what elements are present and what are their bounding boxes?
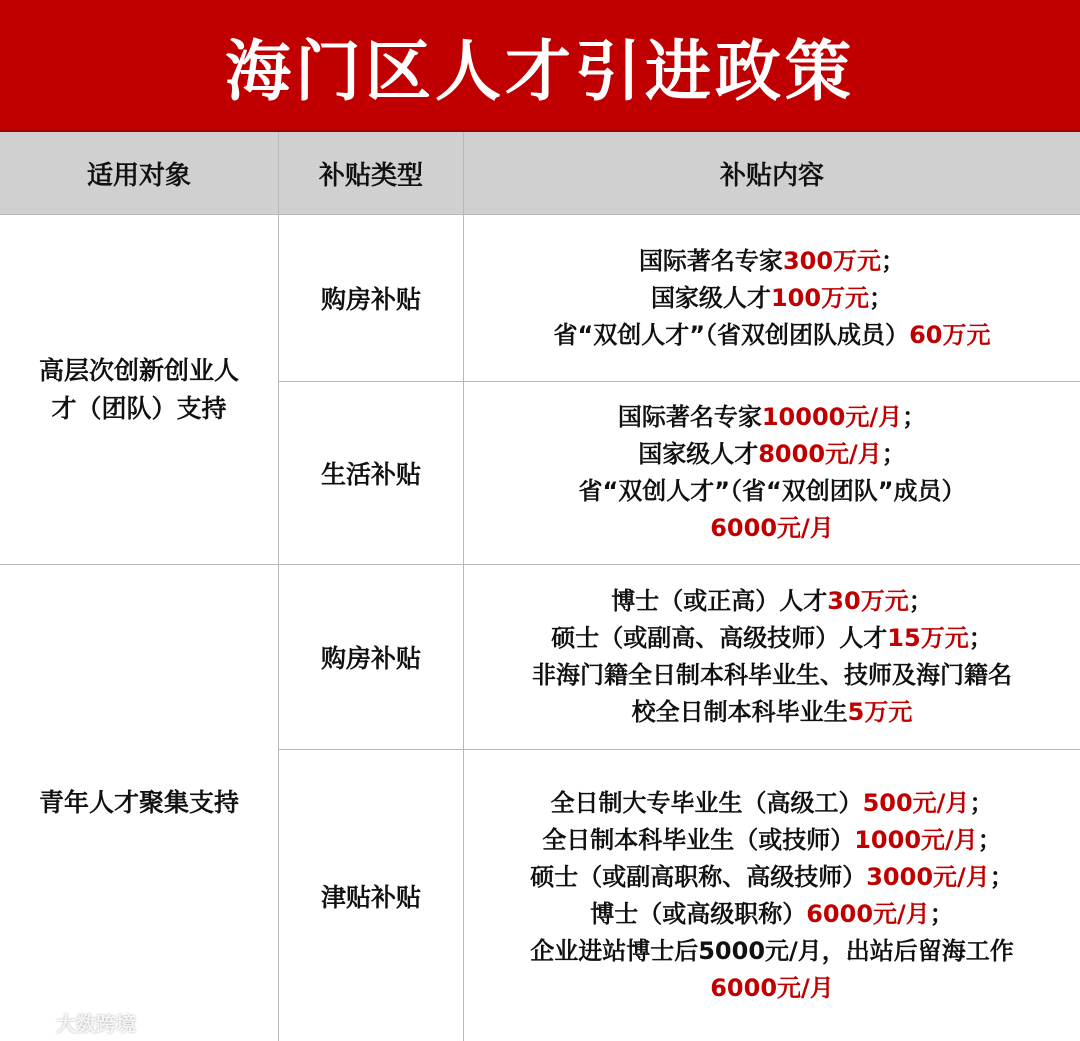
content-text: ；	[968, 624, 993, 652]
content-cell	[464, 382, 1080, 565]
content-text: 省“双创人才”（省“双创团队”成员）	[578, 477, 966, 505]
target-high-level-talent	[0, 215, 279, 565]
content-text: 硕士（或副高、高级技师）人才	[551, 624, 888, 652]
header-object: 适用对象	[0, 132, 279, 215]
watermark	[12, 1008, 136, 1037]
type-housing-subsidy: 购房补贴	[279, 565, 464, 750]
content-line	[551, 785, 994, 822]
content-line	[632, 694, 913, 731]
content-text: 博士（或正高）人才	[611, 587, 828, 615]
amount-highlight: 5万元	[847, 698, 913, 726]
content-line	[611, 583, 932, 620]
amount-highlight: 3000元/月	[866, 862, 990, 891]
content-line	[710, 970, 834, 1007]
content-line	[639, 243, 905, 280]
content-text: ；	[989, 862, 1014, 891]
amount-highlight: 60万元	[909, 320, 991, 349]
content-line	[651, 280, 893, 317]
target-line: 青年人才聚集支持	[38, 788, 239, 817]
header-content: 补贴内容	[464, 132, 1080, 215]
content-text: 国际著名专家	[617, 403, 762, 431]
amount-highlight: 1000元/月	[854, 825, 978, 854]
content-text: 非海门籍全日制本科毕业生、技师及海门籍名	[532, 661, 1012, 689]
content-line	[618, 399, 926, 436]
content-text: 国家级人才	[650, 283, 771, 312]
amount-highlight: 300万元	[782, 246, 882, 275]
watermark-text: 大数跨境	[56, 1012, 136, 1036]
amount-highlight: 30万元	[827, 587, 909, 615]
content-line	[638, 436, 906, 473]
content-text: 校全日制本科毕业生	[631, 698, 848, 726]
content-text: 国际著名专家	[638, 246, 783, 275]
content-cell	[464, 215, 1080, 382]
content-line	[590, 896, 954, 933]
amount-highlight: 100万元	[770, 283, 870, 312]
content-text: ；	[869, 283, 894, 312]
content-text: 企业进站博士后5000元/月，出站后留海工作	[530, 936, 1014, 965]
type-housing-subsidy: 购房补贴	[279, 215, 464, 382]
amount-highlight: 8000元/月	[758, 440, 882, 468]
content-text: 全日制大专毕业生（高级工）	[550, 788, 863, 817]
target-youth-talent	[0, 565, 279, 1041]
content-text: 省“双创人才”（省双创团队成员）	[553, 320, 910, 349]
content-text: ；	[969, 788, 994, 817]
content-text: ；	[881, 440, 906, 468]
content-line	[554, 317, 991, 354]
amount-highlight: 500元/月	[862, 788, 970, 817]
amount-highlight: 6000元/月	[806, 899, 930, 928]
content-cell	[464, 750, 1080, 1041]
content-text: ；	[929, 899, 954, 928]
content-text: 博士（或高级职称）	[590, 899, 807, 928]
content-line	[542, 822, 1002, 859]
page-title: 海门区人才引进政策	[0, 0, 1080, 132]
content-text: ；	[902, 403, 927, 431]
content-line	[710, 510, 834, 547]
content-text: 全日制本科毕业生（或技师）	[542, 825, 855, 854]
type-living-subsidy: 生活补贴	[279, 382, 464, 565]
target-line: 才（团队）支持	[51, 393, 227, 423]
header-type: 补贴类型	[279, 132, 464, 215]
content-line	[578, 473, 965, 510]
amount-highlight: 6000元/月	[710, 514, 834, 542]
content-line	[532, 657, 1012, 694]
amount-highlight: 10000元/月	[761, 403, 903, 431]
amount-highlight: 6000元/月	[710, 973, 834, 1002]
target-line: 高层次创新创业人	[38, 355, 239, 385]
watermark-logo-icon	[12, 1011, 52, 1035]
content-text: 国家级人才	[638, 440, 759, 468]
content-line	[551, 620, 992, 657]
type-allowance-subsidy: 津贴补贴	[279, 750, 464, 1041]
content-text: ；	[908, 587, 933, 615]
content-text: ；	[977, 825, 1002, 854]
content-text: 硕士（或副高职称、高级技师）	[530, 862, 867, 891]
amount-highlight: 15万元	[887, 624, 969, 652]
content-line	[530, 859, 1014, 896]
content-text: ；	[881, 246, 906, 275]
content-line	[530, 933, 1014, 970]
content-cell	[464, 565, 1080, 750]
